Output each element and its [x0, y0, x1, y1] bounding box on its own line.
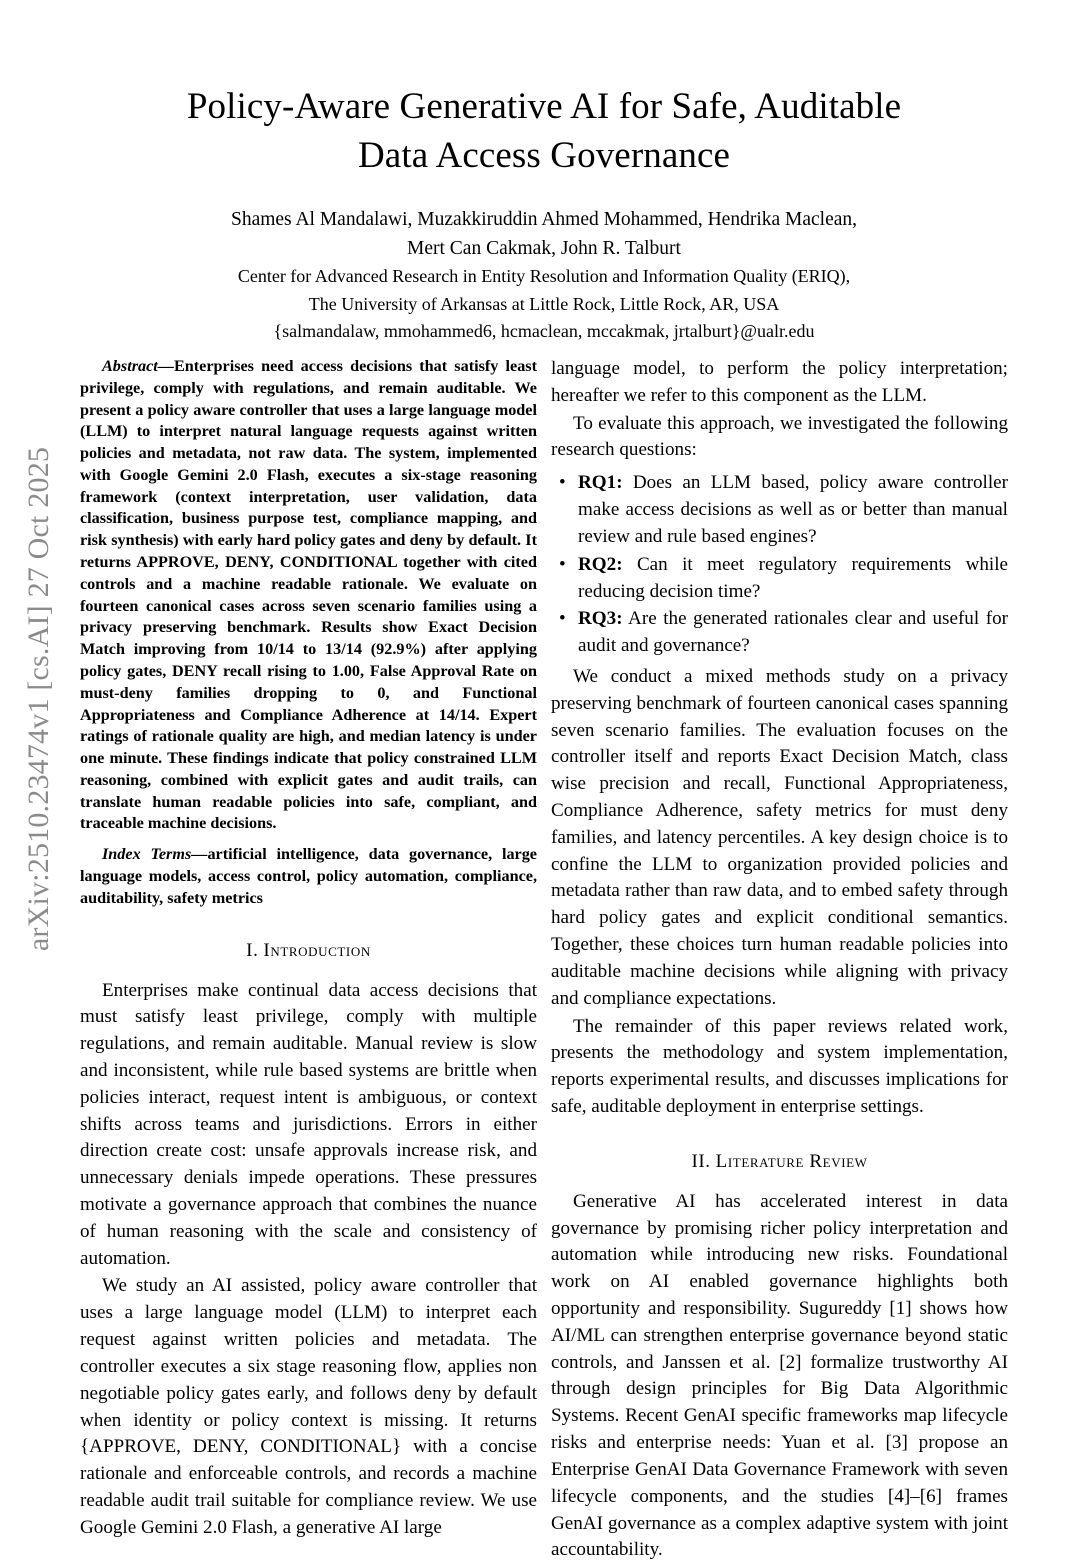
right-column	[551, 356, 1008, 1564]
page-title: Policy-Aware Generative AI for Safe, Auditable Data Access Governance	[186, 86, 902, 177]
left-column	[80, 356, 537, 1564]
section-title-2: Literature Review	[715, 1150, 868, 1172]
arxiv-stamp-text: arXiv:2510.23474v1 [cs.AI] 27 Oct 2025	[22, 446, 55, 952]
list-item	[551, 470, 1008, 550]
index-terms-paragraph	[80, 844, 537, 909]
section-heading-introduction	[80, 940, 537, 962]
author-line-2: Mert Can Cakmak, John R. Talburt	[407, 237, 681, 259]
intro-paragraph-1: Enterprises make continual data access decisions that must satisfy least privilege, comply with multiple regulations, and remain auditable. Manual review is slow and inconsistent, while rule based systems are brittle when policies interact, request intent is ambiguous, or context shifts across teams and jurisdictions. Errors in either direction create cost: unsafe approvals increase risk, and unnecessary denials impede operations. These pressures motivate a governance approach that combines the nuance of human reasoning with the scale and consistency of automation.	[80, 979, 537, 1269]
rq3-label: RQ3:	[578, 608, 623, 630]
abstract-text: Enterprises need access decisions that satisfy least privilege, comply with regulations, and remain auditable. We present a policy aware controller that uses a large language model (LLM) to interpret natural language requests against written policies and metadata, not raw data. The system, implemented with Google Gemini 2.0 Flash, executes a six-stage reasoning framework (context interpretation, user validation, data classification, business purpose test, compliance mapping, and risk synthesis) with early hard policy gates and deny by default. It returns APPROVE, DENY, CONDITIONAL together with cited controls and a machine readable rationale. We evaluate on fourteen canonical cases across seven scenario families using a privacy preserving benchmark. Results show Exact Decision Match improving from 10/14 to 13/14 (92.9%) after applying policy gates, DENY recall rising to 1.00, False Approval Rate on must-deny families dropping to 0, and Functional Appropriateness and Compliance Adherence at 14/14. Expert ratings of rationale quality are high, and median latency is under one minute. These findings indicate that policy constrained LLM reasoning, combined with explicit gates and audit trails, can translate human readable policies into safe, compliant, and traceable machine decisions.	[80, 357, 537, 833]
list-item	[551, 606, 1008, 660]
intro-paragraph-5: The remainder of this paper reviews related work, presents the methodology and system implementation, reports experimental results, and discusses implications for safe, auditable deployment in enterprise settings.	[551, 1015, 1008, 1117]
affiliation-line-2: The University of Arkansas at Little Rock, Little Rock, AR, USA	[308, 293, 780, 314]
author-line-1: Shames Al Mandalawi, Muzakkiruddin Ahmed Mohammed, Hendrika Maclean,	[230, 209, 858, 231]
abstract-paragraph	[80, 356, 537, 835]
rq1-label: RQ1:	[578, 472, 623, 494]
rq1-text: Does an LLM based, policy aware controller make access decisions as well as or better than manual review and rule based engines?	[578, 472, 1008, 547]
bullet-icon: •	[559, 472, 566, 494]
literature-review-paragraph-1: Generative AI has accelerated interest in data governance by promising richer policy interpretation and automation while introducing new risks. Foundational work on AI enabled governance highlights both opportunity and responsibility. Sugureddy [1] shows how AI/ML can strengthen enterprise governance beyond static controls, and Janssen et al. [2] formalize trustworthy AI through design principles for Big Data Algorithmic Systems. Recent GenAI specific frameworks map lifecycle risks and enterprise needs: Yuan et al. [3] propose an Enterprise GenAI Data Governance Framework with seven lifecycle components, and the studies [4]–[6] frames GenAI governance as a complex adaptive system with joint accountability.	[551, 1190, 1008, 1561]
index-terms-text: artificial intelligence, data governance, large language models, access control, policy automation, compliance, auditability, safety metrics	[80, 845, 537, 907]
intro-paragraph-2: We study an AI assisted, policy aware controller that uses a large language model (LLM) to interpret each request against written policies and metadata. The controller executes a six stage reasoning flow, applies non negotiable policy gates early, and follows deny by default when identity or policy context is missing. It returns {APPROVE, DENY, CONDITIONAL} with a concise rationale and enforceable controls, and records a machine readable audit trail suitable for compliance review. We use Google Gemini 2.0 Flash, a generative AI large	[80, 1275, 537, 1538]
paper-page	[80, 0, 1008, 1561]
rq3-text: Are the generated rationales clear and useful for audit and governance?	[578, 608, 1008, 657]
abstract-label: Abstract—	[102, 357, 174, 375]
list-item	[551, 552, 1008, 606]
two-column-body	[80, 356, 1008, 1564]
rq2-label: RQ2:	[578, 553, 623, 575]
section-number-2: II.	[691, 1150, 711, 1172]
intro-paragraph-4: We conduct a mixed methods study on a privacy preserving benchmark of fourteen canonical cases spanning seven scenario families. The evaluation focuses on the controller itself and reports Exact Decision Match, class wise precision and recall, Functional Appropriateness, Compliance Adherence, safety metrics for must deny families, and latency percentiles. A key design choice is to confine the LLM to organization provided policies and metadata rather than raw data, and to embed safety through hard policy gates and explicit conditional semantics. Together, these choices turn human readable policies into auditable machine decisions while aligning with privacy and compliance expectations.	[551, 665, 1008, 1009]
title-block	[80, 0, 1008, 345]
bullet-icon: •	[559, 553, 566, 575]
author-emails: {salmandalaw, mmohammed6, hcmaclean, mccakmak, jrtalburt}@ualr.edu	[273, 321, 815, 342]
research-questions-intro: To evaluate this approach, we investigated the following research questions:	[551, 412, 1008, 461]
section-number-1: I.	[246, 939, 259, 961]
research-questions-list	[551, 470, 1008, 660]
bullet-icon: •	[559, 608, 566, 630]
section-heading-literature-review	[551, 1151, 1008, 1173]
intro-paragraph-2-continued: language model, to perform the policy interpretation; hereafter we refer to this component as the LLM.	[551, 358, 1008, 406]
index-terms-label: Index Terms—	[102, 845, 208, 864]
rq2-text: Can it meet regulatory requirements while reducing decision time?	[578, 553, 1008, 602]
arxiv-stamp	[0, 0, 78, 1398]
authors-block	[80, 206, 1008, 345]
section-title-1: Introduction	[263, 939, 371, 961]
affiliation-line-1: Center for Advanced Research in Entity Resolution and Information Quality (ERIQ),	[237, 266, 851, 287]
